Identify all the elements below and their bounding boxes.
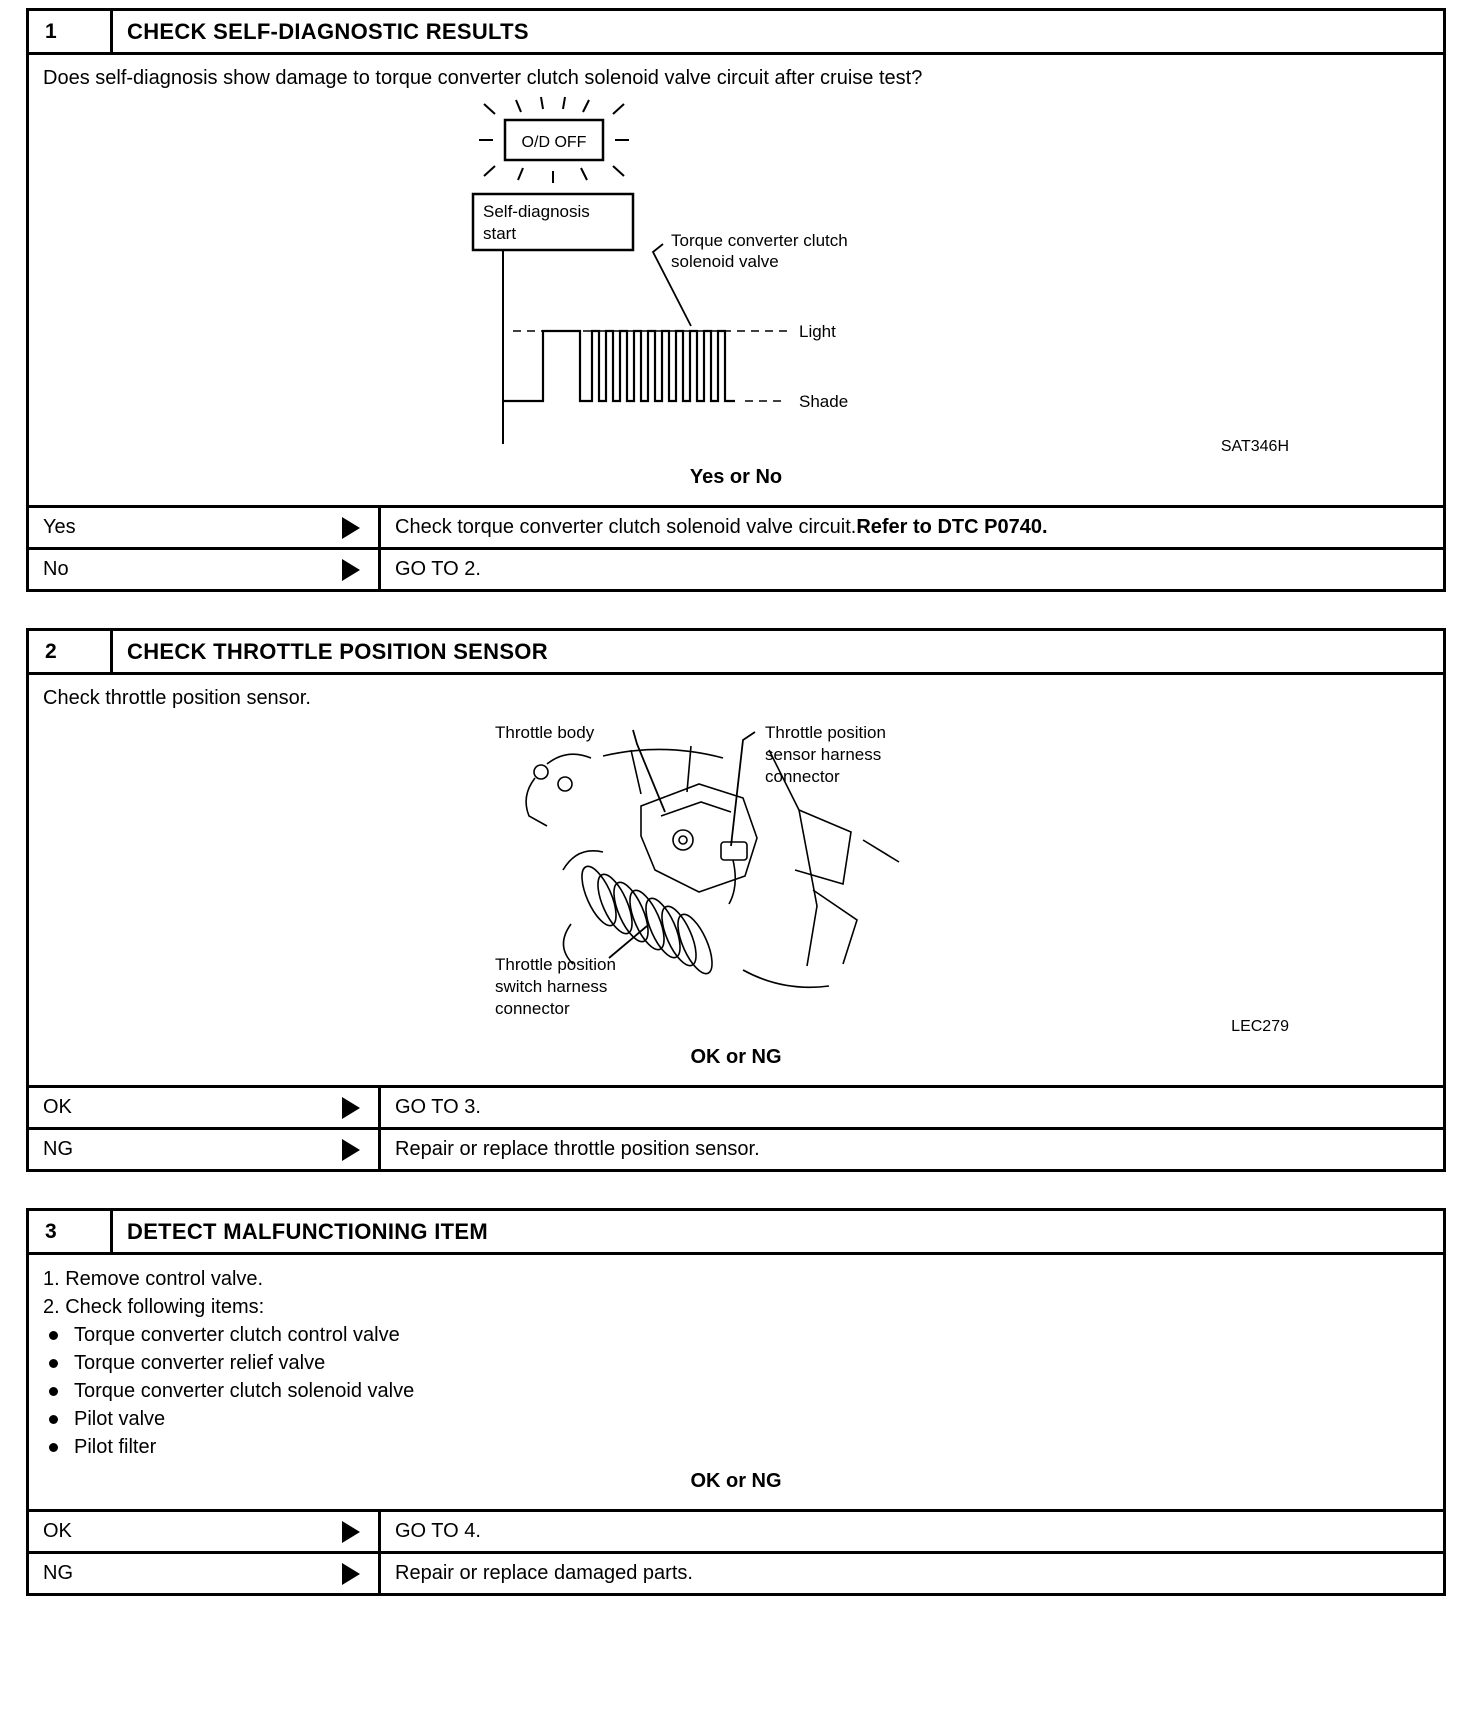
step-1-header <box>29 11 1443 55</box>
bullet-icon <box>49 1359 58 1368</box>
self-diagnosis-start-label-line1: Self-diagnosis <box>483 202 590 221</box>
step-2-check-throttle-position-sensor <box>26 628 1446 1172</box>
bullet-icon <box>49 1387 58 1396</box>
step-2-outcome-label: OK or NG <box>690 1046 782 1068</box>
tps-harness-label-line1: Throttle position <box>765 723 886 742</box>
light-label: Light <box>799 322 836 341</box>
step-3-header <box>29 1211 1443 1255</box>
result-label-text: OK <box>43 1520 72 1542</box>
step-2-figure <box>43 716 1429 1036</box>
step-3-result-ng <box>29 1551 1443 1593</box>
bullet-icon <box>49 1415 58 1424</box>
step-2-body <box>29 675 1443 1085</box>
engine-illustration <box>526 746 899 987</box>
solenoid-pulse-waveform <box>503 331 735 401</box>
result-action-text: GO TO 4. <box>395 1520 481 1542</box>
result-label-text: NG <box>43 1138 73 1160</box>
step-2-result-ng <box>29 1127 1443 1169</box>
result-arrow-icon <box>342 1521 360 1543</box>
step-2-title: CHECK THROTTLE POSITION SENSOR <box>127 638 548 664</box>
checklist-item: Torque converter clutch control valve <box>43 1322 1429 1349</box>
checklist-item: Torque converter relief valve <box>43 1350 1429 1377</box>
tp-switch-label-line2: switch harness <box>495 977 608 996</box>
checklist-item: Torque converter clutch solenoid valve <box>43 1378 1429 1405</box>
solenoid-callout-line1: Torque converter clutch <box>671 231 848 250</box>
step-1-figure <box>43 96 1429 456</box>
result-arrow-icon <box>342 559 360 581</box>
bullet-icon <box>49 1331 58 1340</box>
step-1-result-yes <box>29 505 1443 547</box>
step-3-detect-malfunctioning-item <box>26 1208 1446 1596</box>
figure-ref-code: SAT346H <box>1220 438 1289 455</box>
step-2-header <box>29 631 1443 675</box>
result-action-text: Repair or replace damaged parts. <box>395 1562 693 1584</box>
step-1-outcome-label: Yes or No <box>689 466 783 488</box>
tp-switch-label-line1: Throttle position <box>495 955 616 974</box>
step-3-title: DETECT MALFUNCTIONING ITEM <box>127 1218 488 1244</box>
figure-ref-code: LEC279 <box>1231 1018 1289 1035</box>
step-3-number: 3 <box>29 1211 113 1252</box>
result-label-text: NG <box>43 1562 73 1584</box>
result-arrow-icon <box>342 1139 360 1161</box>
self-diagnosis-start-label-line2: start <box>483 224 517 243</box>
bullet-icon <box>49 1443 58 1452</box>
checklist-item: Pilot filter <box>43 1434 1429 1461</box>
numbered-step: 2. Check following items: <box>43 1296 265 1318</box>
throttle-body-label: Throttle body <box>495 723 595 742</box>
result-action-text: GO TO 3. <box>395 1096 481 1118</box>
tps-harness-label-line2: sensor harness <box>765 745 882 764</box>
step-1-title: CHECK SELF-DIAGNOSTIC RESULTS <box>127 18 529 44</box>
shade-label: Shade <box>799 392 849 411</box>
step-1-body <box>29 55 1443 505</box>
solenoid-callout-line2: solenoid valve <box>671 252 779 271</box>
step-1-result-no <box>29 547 1443 589</box>
step-3-body <box>29 1255 1443 1509</box>
step-2-question: Check throttle position sensor. <box>43 687 311 709</box>
step-3-outcome-label: OK or NG <box>690 1470 782 1492</box>
throttle-position-sensor-figure <box>43 716 1429 1034</box>
tp-switch-label-line3: connector <box>495 999 570 1018</box>
result-label-text: No <box>43 558 69 580</box>
result-arrow-icon <box>342 1097 360 1119</box>
od-off-indicator-label: O/D OFF <box>521 134 587 151</box>
step-1-question: Does self-diagnosis show damage to torque converter clutch solenoid valve circuit after cruise test? <box>43 67 923 89</box>
result-action-text: Check torque converter clutch solenoid valve circuit. Refer to DTC P0740. <box>395 516 1048 538</box>
step-3-result-ok <box>29 1509 1443 1551</box>
result-arrow-icon <box>342 517 360 539</box>
tps-harness-label-line3: connector <box>765 767 840 786</box>
self-diagnosis-waveform-figure <box>43 96 1429 454</box>
checklist-item: Pilot valve <box>43 1406 1429 1433</box>
step-1-number: 1 <box>29 11 113 52</box>
step-2-result-ok <box>29 1085 1443 1127</box>
numbered-step: 1. Remove control valve. <box>43 1268 264 1290</box>
step-1-check-self-diagnostic-results <box>26 8 1446 592</box>
result-label-text: OK <box>43 1096 72 1118</box>
step-2-number: 2 <box>29 631 113 672</box>
result-action-text: Repair or replace throttle position sensor. <box>395 1138 760 1160</box>
result-arrow-icon <box>342 1563 360 1585</box>
result-action-text: GO TO 2. <box>395 558 481 580</box>
result-label-text: Yes <box>43 516 76 538</box>
